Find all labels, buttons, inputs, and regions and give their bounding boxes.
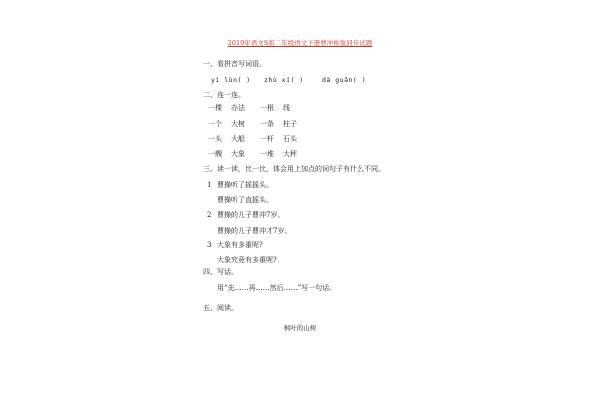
match-measure-1: 一个 — [208, 120, 222, 128]
compare-sentence-a: 大象有多重呢? — [217, 241, 263, 249]
compare-sentence-b: 曹操听了直摇头。 — [217, 196, 273, 204]
match-measure-2: 一根 — [260, 104, 274, 112]
compare-sentence-a: 曹操的儿子曹冲7岁。 — [217, 211, 285, 219]
compare-item-number: 3 — [207, 241, 212, 249]
title-text: 2019年语文S版二年级语文下册曹冲称象同步试题 — [227, 39, 373, 47]
match-noun-1: 大船 — [231, 135, 245, 143]
document-title — [0, 39, 600, 47]
section-3-heading: 三、读一读，比一比，体会用上加点的词句子有什么不同。 — [203, 165, 385, 173]
pinyin-item-1: yì lùn( ) — [211, 76, 251, 84]
section-4-heading: 四、写话。 — [203, 268, 238, 276]
compare-item-number: 1 — [207, 181, 212, 189]
match-measure-1: 一头 — [208, 135, 222, 143]
match-noun-2: 柱子 — [283, 120, 297, 128]
compare-item-number: 2 — [207, 211, 212, 219]
match-measure-1: 一艘 — [208, 150, 222, 158]
pinyin-item-2: zhù xí( ) — [264, 76, 304, 84]
compare-sentence-b: 曹操的儿子曹冲才7岁。 — [217, 227, 292, 235]
match-noun-2: 线 — [283, 104, 290, 112]
match-noun-2: 石头 — [283, 135, 297, 143]
match-noun-1: 大象 — [231, 150, 245, 158]
section-2-heading: 二、连一连。 — [203, 91, 245, 99]
compare-sentence-b: 大象究竟有多重呢? — [217, 256, 277, 264]
match-measure-1: 一棵 — [208, 104, 222, 112]
section-1-heading: 一、看拼音写词语。 — [203, 60, 266, 68]
match-measure-2: 一条 — [260, 120, 274, 128]
reading-passage-title: 枫叶的山树 — [283, 324, 317, 332]
match-noun-1: 办法 — [231, 104, 245, 112]
match-noun-1: 大树 — [231, 120, 245, 128]
match-measure-2: 一堆 — [260, 150, 274, 158]
match-noun-2: 大秤 — [283, 150, 297, 158]
compare-sentence-a: 曹操听了摇摇头。 — [217, 181, 273, 189]
section-5-heading: 五、阅读。 — [203, 304, 238, 312]
writing-prompt: 用“先……再……然后……”写一句话。 — [217, 284, 337, 292]
pinyin-item-3: dà guān( ) — [322, 76, 367, 84]
match-measure-2: 一杆 — [260, 135, 274, 143]
